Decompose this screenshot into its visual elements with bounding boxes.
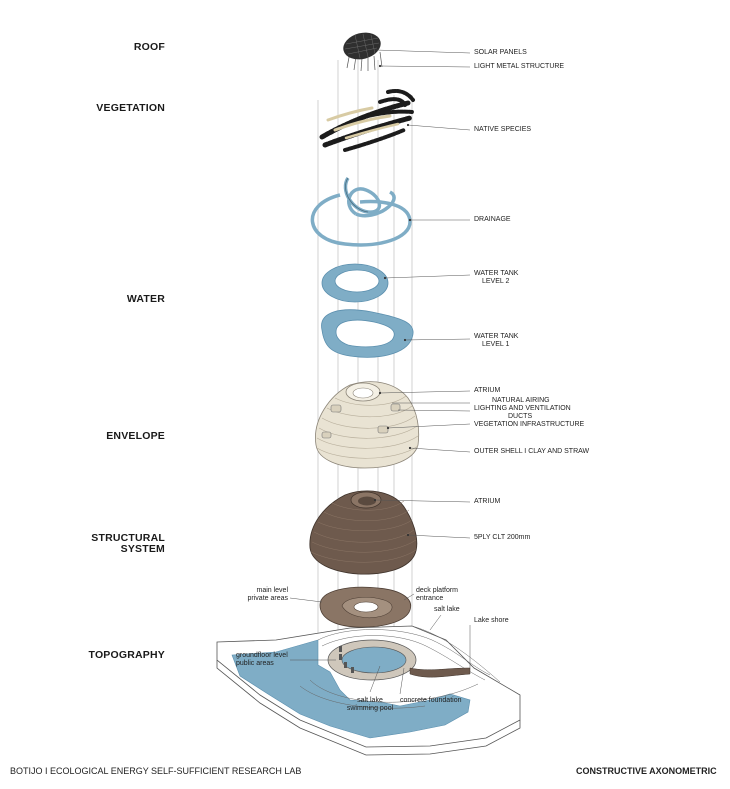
label-main-level-line1: main level [256, 587, 288, 594]
label-lake-shore: Lake shore [474, 617, 509, 624]
footer-drawing-type: CONSTRUCTIVE AXONOMETRIC [576, 766, 717, 776]
category-vegetation: VEGETATION [96, 102, 165, 114]
category-system: SYSTEM [120, 543, 165, 555]
category-roof: ROOF [133, 41, 165, 53]
vegetation-native-species [322, 91, 413, 150]
label-atrium-envelope: ATRIUM [474, 387, 501, 394]
envelope-outer-shell [315, 382, 418, 468]
label-salt-lake: salt lake [434, 606, 460, 613]
label-lighting-ventilation-line1: LIGHTING AND VENTILATION [474, 405, 571, 412]
label-salt-lake-pool-line1: salt lake [357, 697, 383, 704]
label-natural-airing: NATURAL AIRING [492, 397, 550, 404]
label-water-tank-1-line1: WATER TANK [474, 333, 519, 340]
label-water-tank-2-line2: LEVEL 2 [482, 278, 510, 285]
label-light-metal-structure: LIGHT METAL STRUCTURE [474, 63, 565, 70]
category-topography: TOPOGRAPHY [88, 649, 165, 661]
category-structural: STRUCTURAL [91, 532, 165, 544]
main-level-slab [320, 587, 411, 627]
topography-base [217, 626, 520, 755]
label-lighting-ventilation-line2: DUCTS [508, 413, 533, 420]
structural-clt-shell [310, 491, 417, 574]
label-water-tank-2-line1: WATER TANK [474, 270, 519, 277]
category-water: WATER [126, 293, 165, 305]
water-tank-level-2 [322, 264, 388, 302]
label-drainage: DRAINAGE [474, 216, 511, 223]
label-deck-platform-line1: deck platform [416, 587, 459, 594]
footer-project-title: BOTIJO I ECOLOGICAL ENERGY SELF-SUFFICIENT RESEARCH LAB [10, 766, 302, 776]
label-solar-panels: SOLAR PANELS [474, 49, 527, 56]
label-clt: 5PLY CLT 200mm [474, 534, 531, 541]
label-outer-shell: OUTER SHELL I CLAY AND STRAW [474, 448, 590, 455]
label-groundfloor-line2: public areas [236, 660, 274, 667]
water-tank-level-1 [322, 310, 414, 358]
drainage-pipes [312, 178, 410, 245]
label-groundfloor-line1: groundfloor level [236, 652, 288, 659]
label-water-tank-1-line2: LEVEL 1 [482, 341, 510, 348]
label-salt-lake-pool-line2: swimming pool [346, 705, 394, 712]
label-deck-platform-line2: entrance [416, 595, 444, 602]
label-concrete-foundation: concrete foundation [400, 697, 462, 704]
label-atrium-structure: ATRIUM [474, 498, 501, 505]
label-vegetation-infrastructure: VEGETATION INFRASTRUCTURE [474, 421, 585, 428]
category-envelope: ENVELOPE [106, 430, 165, 442]
label-main-level-line2: private areas [247, 595, 288, 602]
label-native-species: NATIVE SPECIES [474, 126, 532, 133]
